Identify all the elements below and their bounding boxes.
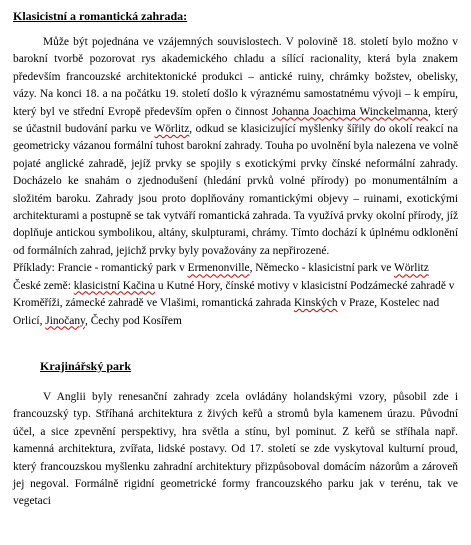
spellcheck-word: Jinočany	[45, 314, 86, 327]
spellcheck-word: Wörlitz	[154, 123, 190, 136]
section-spacer	[13, 330, 458, 358]
spellcheck-word: klasicistní Kačina	[73, 279, 156, 292]
spellcheck-word: Wörlitz	[393, 262, 429, 275]
spellcheck-word: Ermenonville	[187, 262, 250, 275]
text-run: , který se účastnil budování parku ve	[13, 105, 458, 136]
section-heading-classicist: Klasicistní a romantická zahrada:	[13, 9, 188, 23]
text-run: České země:	[13, 279, 74, 292]
paragraph-classicist	[13, 34, 458, 260]
text-run: , odkud se klasicizující myšlenky šířily do okolí reakcí na geometricky vázanou formální tuhost barokní zahrady. Touha po uvolnění byla nalezena ve volně pojaté anglické zahradě, jejíž prvky se spojily s exotickými prvky čínské neformální zahrady. Docházelo ke snahám o zjednodušení (hledání prvků volné přírody) po monumentálním a složitém baroku. Zahrady jsou proto doplňovány romantickými objevy – ruinami, exotickými architekturami a postupně se tak vytváří romantická zahrada. Ta využívá prvky okolní přírody, jíž doplňuje antickou symbolikou, altány, skulpturami, chrámy. Tímto dochází k úplnému odklonění od formálních zahrad, jejichž prvky byly považovány za nepřirozené.	[13, 123, 458, 257]
paragraph-landscape-park	[13, 389, 458, 511]
spellcheck-word: Johanna Joachima Winckelmanna	[271, 105, 428, 118]
spellcheck-word: Kinských	[293, 297, 338, 310]
text-run: Může být pojednána ve vzájemných souvislostech. V polovině 18. století bylo možno v barokní tvorbě pozorovat rys akademického chladu a sílící racionality, která byla znakem především francouzské architektonické produkci – antické ruiny, chrámky božstev, obelisky, vázy. Na konci 18. a na počátku 19. století došlo k výraznému samostatnému vývoji – k empíru, který byl ve střední Evropě především opřen o činnost	[13, 36, 458, 118]
text-run: , Německo - klasicistní park ve	[249, 262, 394, 275]
text-run: V Anglii byly renesanční zahrady zcela ovládány holandskými vzory, působil zde i francouzský typ. Stříhaná architektura z živých keřů a stromů byla kamenem úrazu. Původní účel, a sice zpevnění perspektivy, hra světla a stínu, byl pominut. Z keřů se stříhala např. kamenná architektura, zvířata, lidské postavy. Od 17. století se zde vyskytoval kulturní proud, který francouzskou myšlenku zahradní architektury přizpůsoboval domácím názorům a zároveň jej negoval. Formálně rigidní geometrické formy francouzského parku jak v terénu, tak ve vegetaci	[13, 390, 458, 508]
section-heading-landscape-park: Krajinářský park	[40, 358, 132, 373]
text-run: v Praze, Kostelec nad Orlicí,	[13, 297, 440, 327]
text-run: , Čechy pod Kosířem	[85, 314, 182, 327]
text-run: u Kutné Hory, čínské motivy v klasicistní Podzámecké zahradě v Kroměříži, zámecké zahradě ve Vlašimi, romantická zahrada	[13, 279, 455, 310]
text-run: Příklady: Francie - romantický park v	[13, 262, 188, 275]
examples-line	[13, 260, 458, 277]
czech-lands-paragraph	[13, 278, 458, 330]
